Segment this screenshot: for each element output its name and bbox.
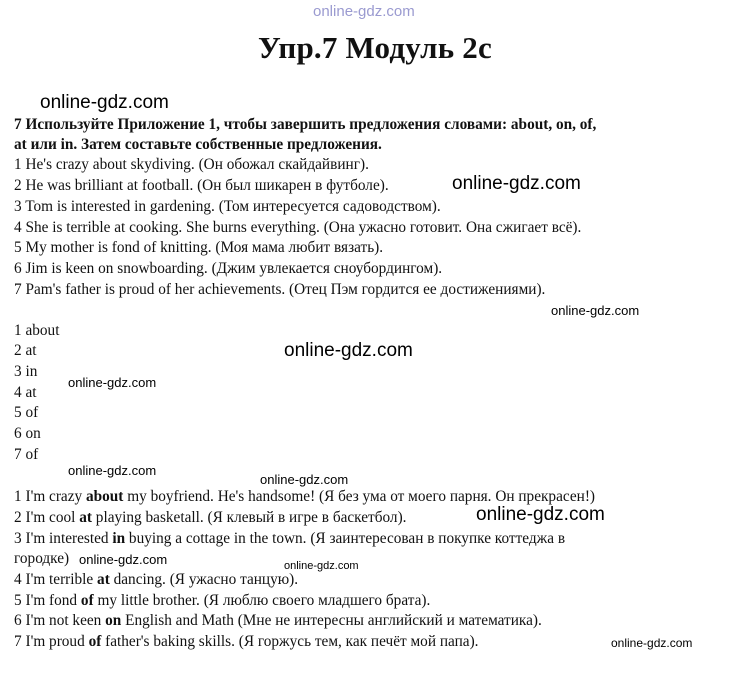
answer-1: 1 about <box>14 322 60 339</box>
sentence-3: 3 Tom is interested in gardening. (Том интересуется садоводством). <box>14 198 441 215</box>
sentence-7: 7 Pam's father is proud of her achievements. (Отец Пэм гордится ее достижениями). <box>14 281 546 298</box>
watermark: online-gdz.com <box>68 375 157 390</box>
sentence-2: 2 He was brilliant at football. (Он был шикарен в футболе). <box>14 177 389 194</box>
watermark: online-gdz.com <box>476 504 605 525</box>
answer-4: 4 at <box>14 384 37 401</box>
sentence-6: 6 Jim is keen on snowboarding. (Джим увлекается сноубордингом). <box>14 260 443 277</box>
watermark: online-gdz.com <box>551 303 640 318</box>
answer-3: 3 in <box>14 363 38 380</box>
own-sentence-1: 1 I'm crazy about my boyfriend. He's handsome! (Я без ума от моего парня. Он прекрасен!) <box>14 488 596 505</box>
instruction-line-1: 7 Используйте Приложение 1, чтобы завершить предложения словами: about, on, of, <box>14 116 597 133</box>
page-title: Упр.7 Модуль 2с <box>258 30 492 65</box>
own-sentence-3-cont: городке) <box>14 550 70 567</box>
watermark: online-gdz.com <box>40 92 169 113</box>
watermark: online-gdz.com <box>260 472 349 487</box>
instruction-line-2: at или in. Затем составьте собственные предложения. <box>14 136 382 153</box>
answer-7: 7 of <box>14 446 39 463</box>
own-sentence-6: 6 I'm not keen on English and Math (Мне не интересны английский и математика). <box>14 612 542 629</box>
own-sentence-5: 5 I'm fond of my little brother. (Я люблю своего младшего брата). <box>14 592 431 609</box>
own-sentence-2: 2 I'm cool at playing basketall. (Я клевый в игре в баскетбол). <box>14 509 407 526</box>
watermark: online-gdz.com <box>284 560 359 572</box>
sentence-1: 1 He's crazy about skydiving. (Он обожал скайдайвинг). <box>14 156 369 173</box>
own-sentence-7: 7 I'm proud of father's baking skills. (Я горжусь тем, как печёт мой папа). <box>14 633 479 650</box>
watermark: online-gdz.com <box>452 173 581 194</box>
watermark-top[interactable]: online-gdz.com <box>313 3 415 20</box>
watermark: online-gdz.com <box>284 340 413 361</box>
sentence-5: 5 My mother is fond of knitting. (Моя мама любит вязать). <box>14 239 384 256</box>
sentence-4: 4 She is terrible at cooking. She burns everything. (Она ужасно готовит. Она сжигает всё). <box>14 219 582 236</box>
own-sentence-3: 3 I'm interested in buying a cottage in the town. (Я заинтересован в покупке коттеджа в <box>14 530 566 547</box>
watermark: online-gdz.com <box>68 463 157 478</box>
answer-6: 6 on <box>14 425 41 442</box>
watermark: online-gdz.com <box>79 552 168 567</box>
watermark: online-gdz.com <box>611 636 693 650</box>
answer-5: 5 of <box>14 404 39 421</box>
own-sentence-4: 4 I'm terrible at dancing. (Я ужасно танцую). <box>14 571 299 588</box>
answer-2: 2 at <box>14 342 37 359</box>
